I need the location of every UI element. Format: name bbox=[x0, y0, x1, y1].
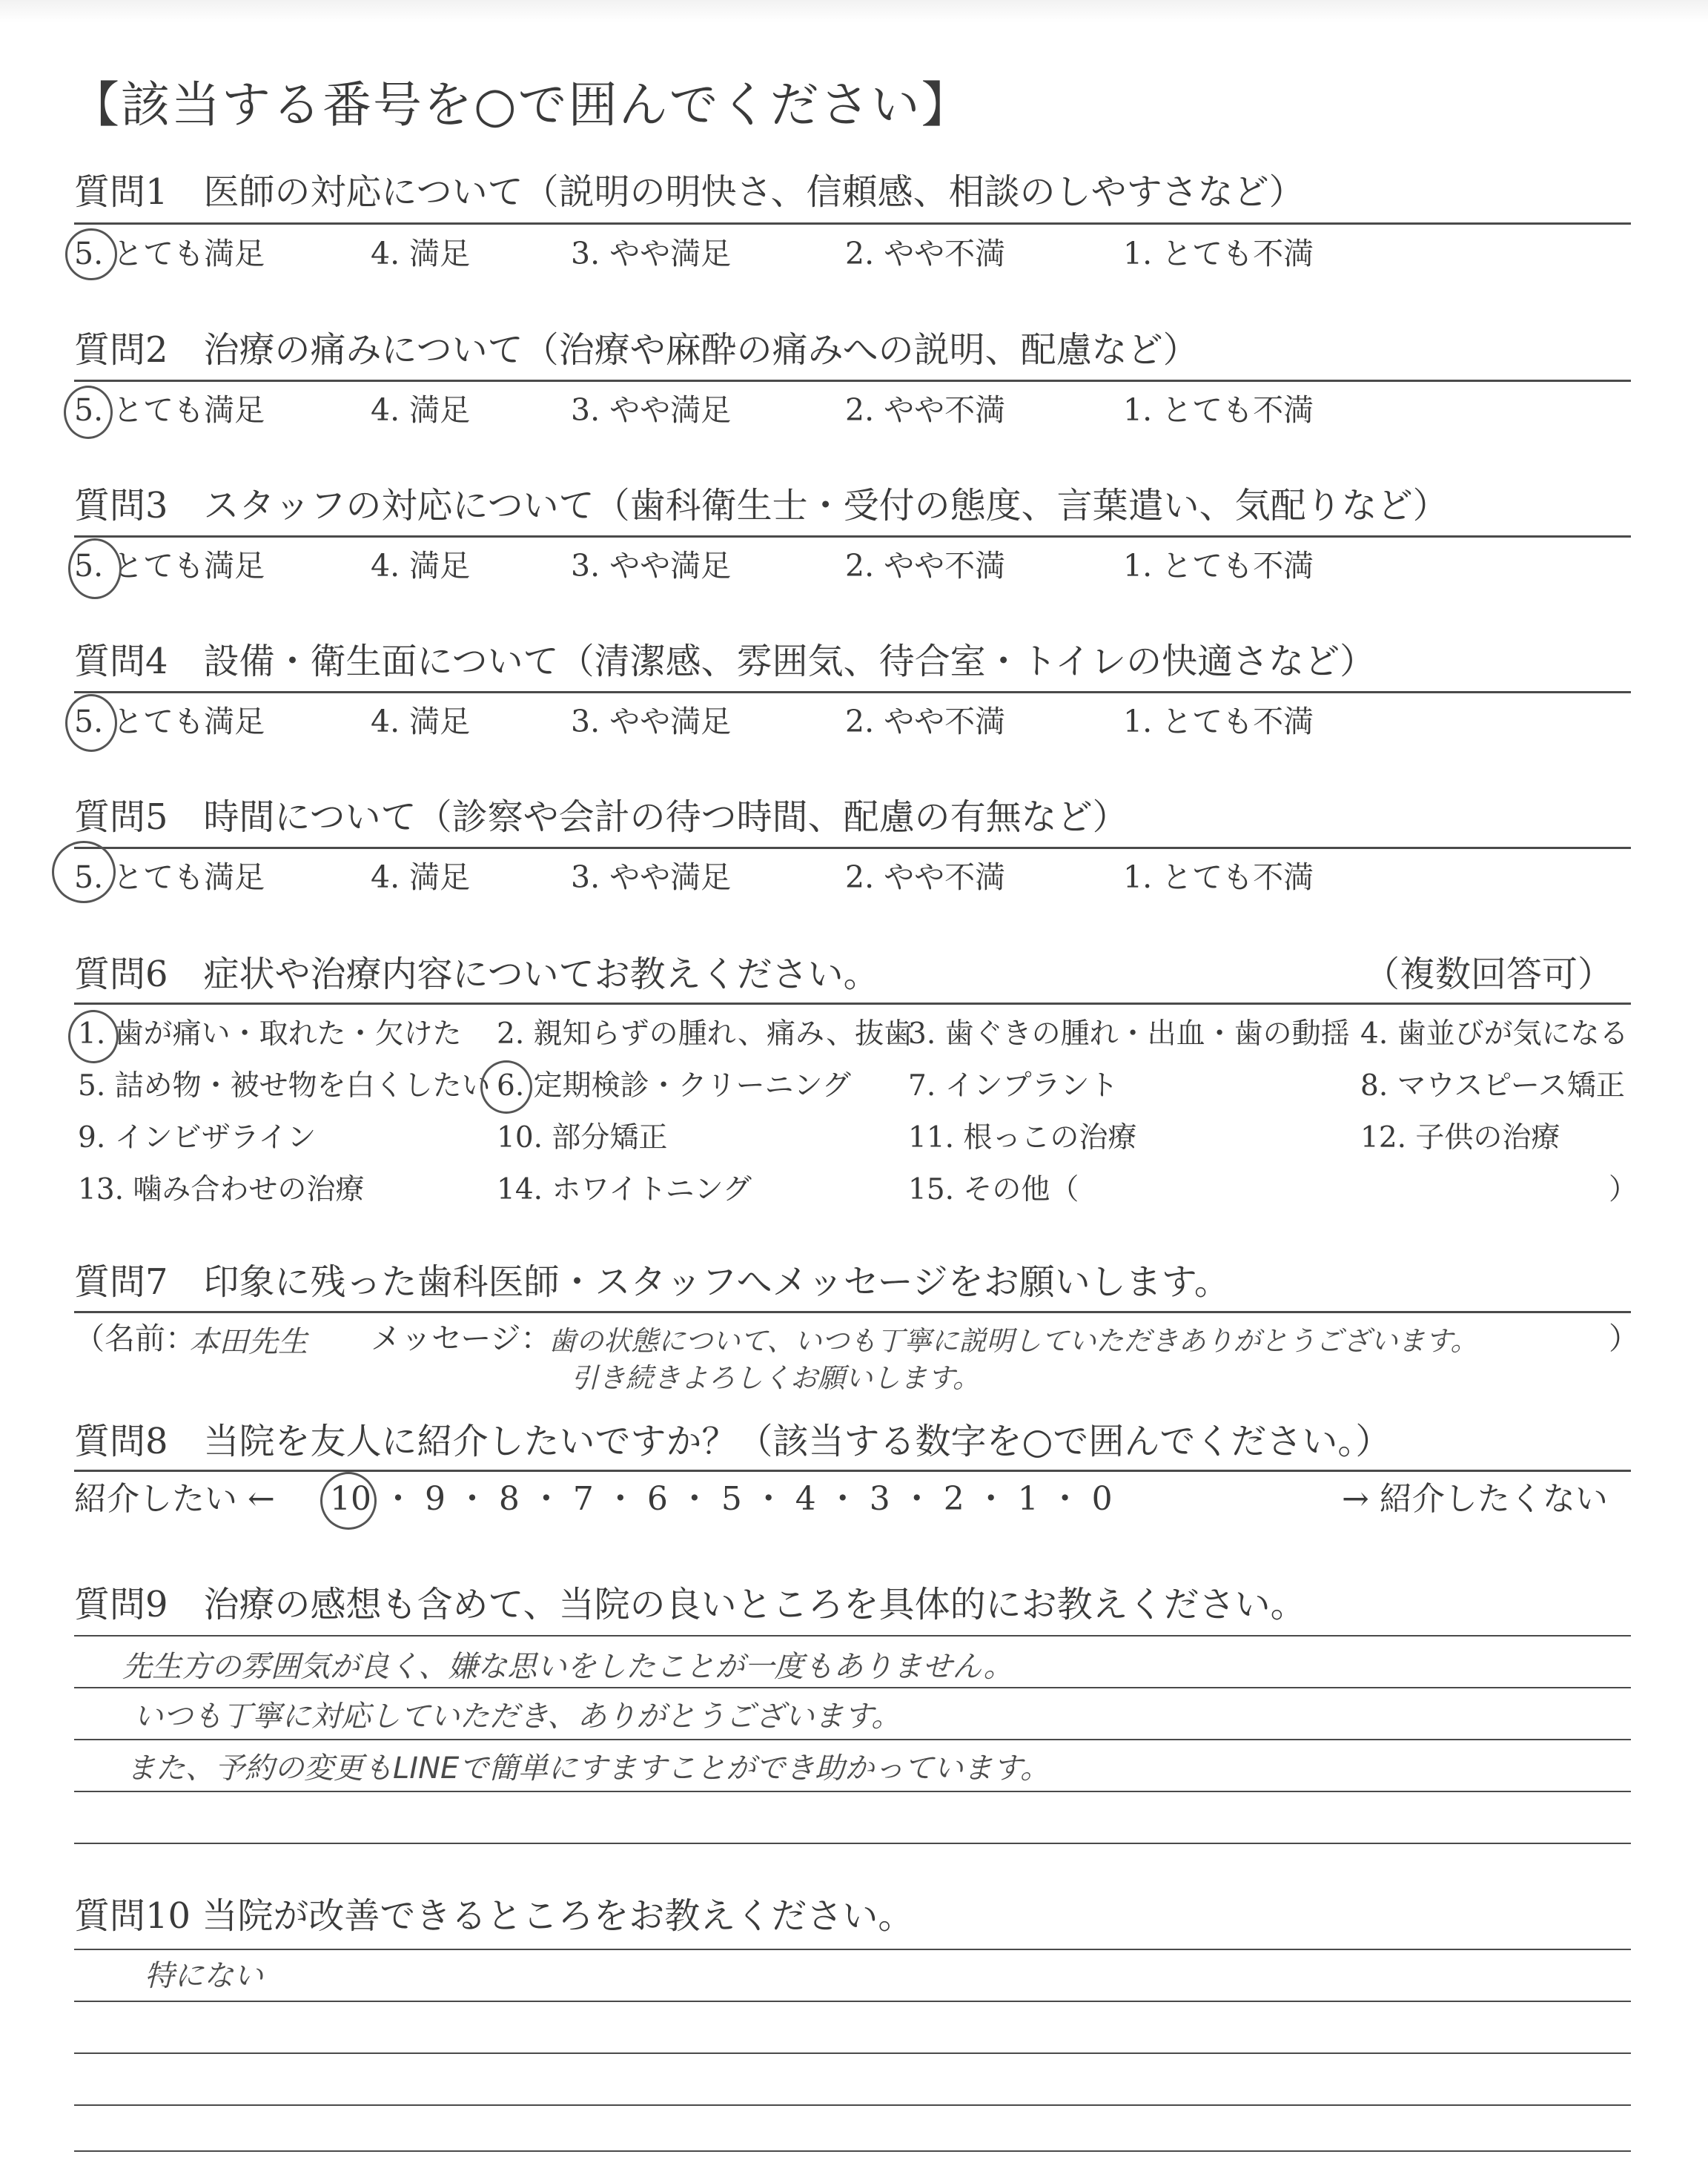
q5-option-2[interactable]: 2. やや不満 bbox=[845, 859, 1006, 895]
q2-option-2[interactable]: 2. やや不満 bbox=[845, 392, 1006, 428]
question-3-rule bbox=[74, 535, 1631, 538]
q2-option-4[interactable]: 4. 満足 bbox=[371, 392, 471, 428]
q4-option-2[interactable]: 2. やや不満 bbox=[845, 704, 1006, 739]
q1-option-3[interactable]: 3. やや満足 bbox=[571, 236, 732, 271]
q10-writing-line-3 bbox=[74, 2052, 1631, 2054]
q10-answer-line-1[interactable]: 特にない bbox=[145, 1959, 263, 1993]
q2-option-3[interactable]: 3. やや満足 bbox=[571, 392, 732, 428]
q6-option-13[interactable]: 13. 噛み合わせの治療 bbox=[78, 1173, 365, 1206]
question-8-rule bbox=[74, 1470, 1631, 1472]
q1-option-5[interactable]: 5. とても満足 bbox=[74, 236, 265, 271]
question-8-heading: 質問8 当院を友人に紹介したいですか？（該当する数字を○で囲んでください。） bbox=[74, 1421, 1391, 1462]
q7-message-line-2[interactable]: 引き続きよろしくお願いします。 bbox=[571, 1362, 981, 1394]
question-7-heading: 質問7 印象に残った歯科医師・スタッフへメッセージをお願いします。 bbox=[74, 1261, 1230, 1303]
q1-option-2[interactable]: 2. やや不満 bbox=[845, 236, 1006, 271]
q4-option-1[interactable]: 1. とても不満 bbox=[1123, 704, 1314, 739]
q9-writing-line-3 bbox=[74, 1739, 1631, 1740]
question-1-heading: 質問1 医師の対応について（説明の明快さ、信頼感、相談のしやすさなど） bbox=[74, 171, 1305, 213]
q9-writing-line-5 bbox=[74, 1843, 1631, 1844]
q3-option-3[interactable]: 3. やや満足 bbox=[571, 548, 732, 584]
q6-option-4[interactable]: 4. 歯並びが気になる bbox=[1360, 1017, 1629, 1051]
q6-option-10[interactable]: 10. 部分矯正 bbox=[497, 1121, 668, 1155]
q6-option-2[interactable]: 2. 親知らずの腫れ、痛み、抜歯 bbox=[497, 1017, 913, 1051]
q3-option-5[interactable]: 5. とても満足 bbox=[74, 548, 265, 584]
q5-option-5[interactable]: 5. とても満足 bbox=[74, 859, 265, 895]
q6-option-15[interactable]: 15. その他（ bbox=[908, 1173, 1079, 1206]
q4-option-4[interactable]: 4. 満足 bbox=[371, 704, 471, 739]
q1-option-1[interactable]: 1. とても不満 bbox=[1123, 236, 1314, 271]
q7-name-handwritten[interactable]: 本田先生 bbox=[189, 1325, 308, 1359]
q6-option-6[interactable]: 6. 定期検診・クリーニング bbox=[497, 1069, 851, 1103]
q7-message-label: メッセージ： bbox=[371, 1321, 552, 1356]
question-6-note: （複数回答可） bbox=[1364, 954, 1614, 995]
page-title: 【該当する番号を○で囲んでください】 bbox=[70, 76, 972, 133]
q9-answer-line-1[interactable]: 先生方の雰囲気が良く、嫌な思いをしたことが一度もありません。 bbox=[122, 1650, 1013, 1684]
q10-writing-line-5 bbox=[74, 2150, 1631, 2152]
q2-option-5[interactable]: 5. とても満足 bbox=[74, 392, 265, 428]
question-3-heading: 質問3 スタッフの対応について（歯科衛生士・受付の態度、言葉遣い、気配りなど） bbox=[74, 485, 1449, 526]
q6-option-9[interactable]: 9. インビザライン bbox=[78, 1121, 317, 1155]
q3-option-4[interactable]: 4. 満足 bbox=[371, 548, 471, 584]
scan-top-edge bbox=[0, 0, 1708, 22]
question-1-rule bbox=[74, 222, 1631, 225]
q5-option-1[interactable]: 1. とても不満 bbox=[1123, 859, 1314, 895]
q5-option-3[interactable]: 3. やや満足 bbox=[571, 859, 732, 895]
question-2-rule bbox=[74, 380, 1631, 382]
q1-option-4[interactable]: 4. 満足 bbox=[371, 236, 471, 271]
question-4-heading: 質問4 設備・衛生面について（清潔感、雰囲気、待合室・トイレの快適さなど） bbox=[74, 641, 1376, 682]
question-7-rule bbox=[74, 1311, 1631, 1313]
q5-option-4[interactable]: 4. 満足 bbox=[371, 859, 471, 895]
question-9-heading: 質問9 治療の感想も含めて、当院の良いところを具体的にお教えください。 bbox=[74, 1584, 1306, 1625]
q6-option-11[interactable]: 11. 根っこの治療 bbox=[908, 1121, 1137, 1155]
q7-message-line-1[interactable]: 歯の状態について、いつも丁寧に説明していただきありがとうございます。 bbox=[549, 1325, 1478, 1357]
q8-scale[interactable]: 10 ・ 9 ・ 8 ・ 7 ・ 6 ・ 5 ・ 4 ・ 3 ・ 2 ・ 1 ・ 0 bbox=[330, 1480, 1113, 1518]
q4-option-3[interactable]: 3. やや満足 bbox=[571, 704, 732, 739]
q10-writing-line-1 bbox=[74, 1949, 1631, 1950]
q9-writing-line-4 bbox=[74, 1791, 1631, 1792]
question-6-heading: 質問6 症状や治療内容についてお教えください。 bbox=[74, 954, 879, 995]
question-4-rule bbox=[74, 691, 1631, 693]
q6-option-14[interactable]: 14. ホワイトニング bbox=[497, 1173, 752, 1206]
q10-writing-line-2 bbox=[74, 2001, 1631, 2002]
question-2-heading: 質問2 治療の痛みについて（治療や麻酔の痛みへの説明、配慮など） bbox=[74, 329, 1199, 371]
q7-close-paren: ） bbox=[1609, 1321, 1639, 1356]
q9-writing-line-2 bbox=[74, 1687, 1631, 1688]
q3-option-1[interactable]: 1. とても不満 bbox=[1123, 548, 1314, 584]
q2-option-1[interactable]: 1. とても不満 bbox=[1123, 392, 1314, 428]
q6-option-5[interactable]: 5. 詰め物・被せ物を白くしたい bbox=[78, 1069, 491, 1103]
q6-option-1[interactable]: 1. 歯が痛い・取れた・欠けた bbox=[78, 1017, 462, 1051]
question-5-rule bbox=[74, 847, 1631, 849]
q8-right-label: → 紹介したくない bbox=[1342, 1480, 1608, 1518]
q3-option-2[interactable]: 2. やや不満 bbox=[845, 548, 1006, 584]
q8-left-label: 紹介したい ← bbox=[74, 1480, 275, 1518]
q9-writing-line-1 bbox=[74, 1635, 1631, 1636]
q6-option-7[interactable]: 7. インプラント bbox=[908, 1069, 1119, 1103]
question-6-rule bbox=[74, 1003, 1631, 1005]
q6-option-3[interactable]: 3. 歯ぐきの腫れ・出血・歯の動揺 bbox=[908, 1017, 1350, 1051]
q4-option-5[interactable]: 5. とても満足 bbox=[74, 704, 265, 739]
question-5-heading: 質問5 時間について（診察や会計の待つ時間、配慮の有無など） bbox=[74, 796, 1128, 838]
q6-option-8[interactable]: 8. マウスピース矯正 bbox=[1360, 1069, 1625, 1103]
q7-name-label: （名前： bbox=[74, 1321, 196, 1356]
question-10-heading: 質問10 当院が改善できるところをお教えください。 bbox=[74, 1895, 914, 1937]
q6-other-close-paren: ） bbox=[1609, 1173, 1638, 1206]
q10-writing-line-4 bbox=[74, 2104, 1631, 2106]
q9-answer-line-3[interactable]: また、予約の変更もLINEで簡単にすますことができ助かっています。 bbox=[126, 1751, 1050, 1786]
q9-answer-line-2[interactable]: いつも丁寧に対応していただき、ありがとうございます。 bbox=[133, 1700, 901, 1734]
q6-option-12[interactable]: 12. 子供の治療 bbox=[1360, 1121, 1560, 1155]
